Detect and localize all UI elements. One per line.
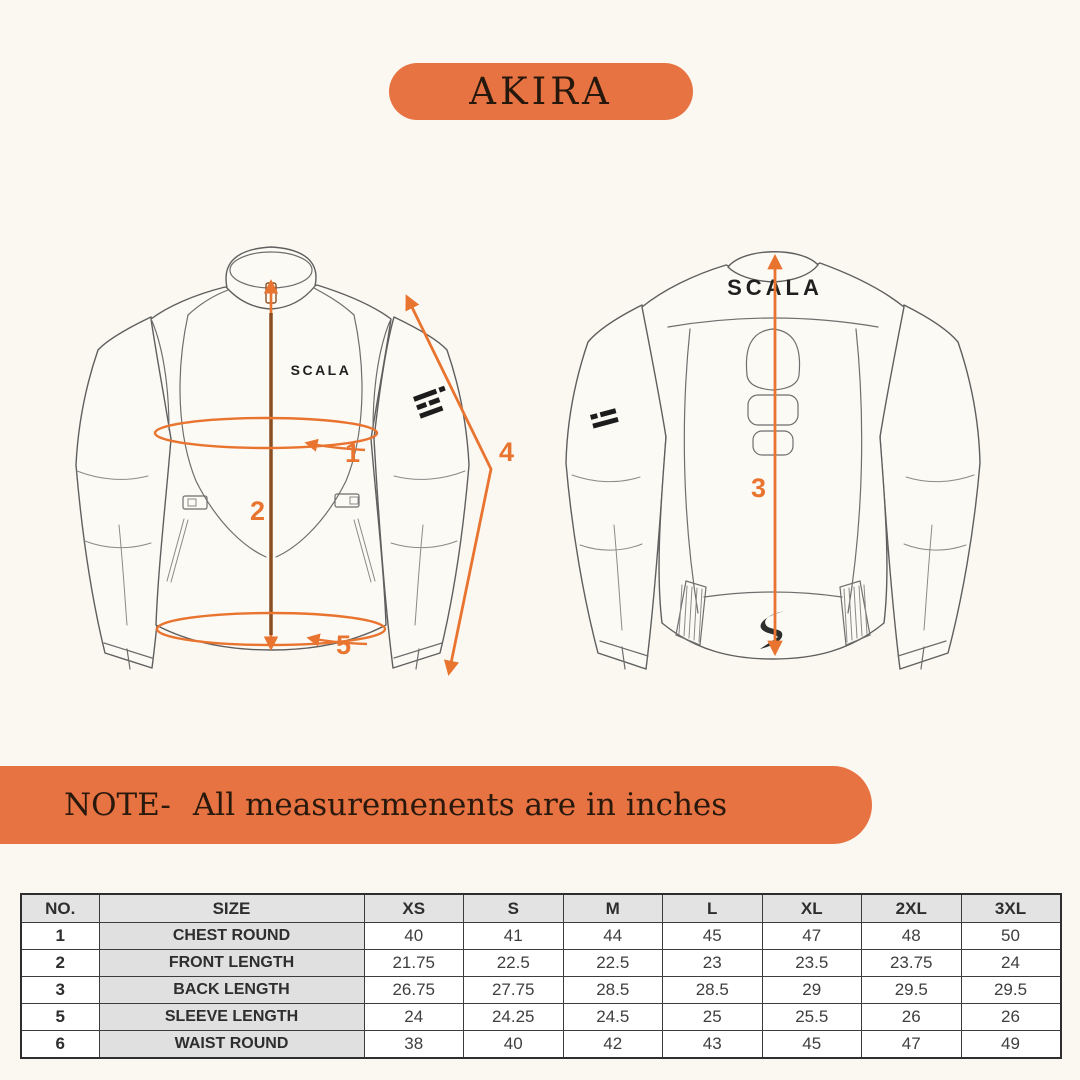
value-cell: 50 [961,923,1061,950]
row-label-cell: FRONT LENGTH [99,950,364,977]
value-cell: 47 [762,923,862,950]
value-cell: 24 [961,950,1061,977]
value-cell: 29 [762,977,862,1004]
size-table [20,893,1062,1059]
value-cell: 49 [961,1031,1061,1059]
column-header-m: M [563,894,663,923]
row-number-cell: 2 [21,950,99,977]
value-cell: 22.5 [464,950,564,977]
note-text: All measuremenents are in inches [192,787,728,823]
measure-label-3: 3 [750,473,766,503]
column-header-s: S [464,894,564,923]
front-brand-text: SCALA [290,362,352,378]
jacket-back-diagram [548,225,1018,695]
value-cell: 21.75 [364,950,464,977]
value-cell: 28.5 [563,977,663,1004]
product-badge [389,63,693,120]
measure-label-5: 5 [336,630,352,660]
value-cell: 45 [762,1031,862,1059]
table-row [21,950,1061,977]
value-cell: 29.5 [961,977,1061,1004]
value-cell: 26 [961,1004,1061,1031]
size-table-body [21,894,1061,1058]
value-cell: 24.5 [563,1004,663,1031]
value-cell: 42 [563,1031,663,1059]
product-name: AKIRA [469,70,613,113]
row-number-cell: 3 [21,977,99,1004]
column-header-xs: XS [364,894,464,923]
back-brand-text: SCALA [727,275,823,300]
value-cell: 48 [862,923,962,950]
value-cell: 40 [464,1031,564,1059]
value-cell: 27.75 [464,977,564,1004]
value-cell: 24.25 [464,1004,564,1031]
measure-label-1: 1 [345,438,361,468]
value-cell: 45 [663,923,763,950]
note-banner [0,766,872,844]
value-cell: 25 [663,1004,763,1031]
jacket-front-diagram [55,225,525,695]
table-row [21,923,1061,950]
table-row [21,1004,1061,1031]
value-cell: 41 [464,923,564,950]
row-number-cell: 6 [21,1031,99,1059]
column-header-3xl: 3XL [961,894,1061,923]
row-number-cell: 1 [21,923,99,950]
value-cell: 25.5 [762,1004,862,1031]
column-header-xl: XL [762,894,862,923]
value-cell: 23 [663,950,763,977]
measure-label-2: 2 [249,496,265,526]
table-row [21,1031,1061,1059]
row-number-cell: 5 [21,1004,99,1031]
value-cell: 29.5 [862,977,962,1004]
value-cell: 38 [364,1031,464,1059]
column-header-no: NO. [21,894,99,923]
value-cell: 26 [862,1004,962,1031]
value-cell: 28.5 [663,977,763,1004]
row-label-cell: BACK LENGTH [99,977,364,1004]
column-header-l: L [663,894,763,923]
value-cell: 47 [862,1031,962,1059]
size-table-wrap [20,893,1060,1059]
value-cell: 43 [663,1031,763,1059]
back-left-sleeve [566,305,666,669]
value-cell: 23.5 [762,950,862,977]
column-header-2xl: 2XL [862,894,962,923]
front-right-sleeve [374,317,469,668]
measure-label-4: 4 [499,437,515,467]
note-prefix: NOTE- [64,787,171,823]
value-cell: 23.75 [862,950,962,977]
row-label-cell: CHEST ROUND [99,923,364,950]
table-row [21,977,1061,1004]
value-cell: 24 [364,1004,464,1031]
row-label-cell: WAIST ROUND [99,1031,364,1059]
header-row [21,894,1061,923]
column-header-size: SIZE [99,894,364,923]
value-cell: 22.5 [563,950,663,977]
value-cell: 44 [563,923,663,950]
back-right-sleeve [880,305,980,669]
value-cell: 26.75 [364,977,464,1004]
value-cell: 40 [364,923,464,950]
row-label-cell: SLEEVE LENGTH [99,1004,364,1031]
